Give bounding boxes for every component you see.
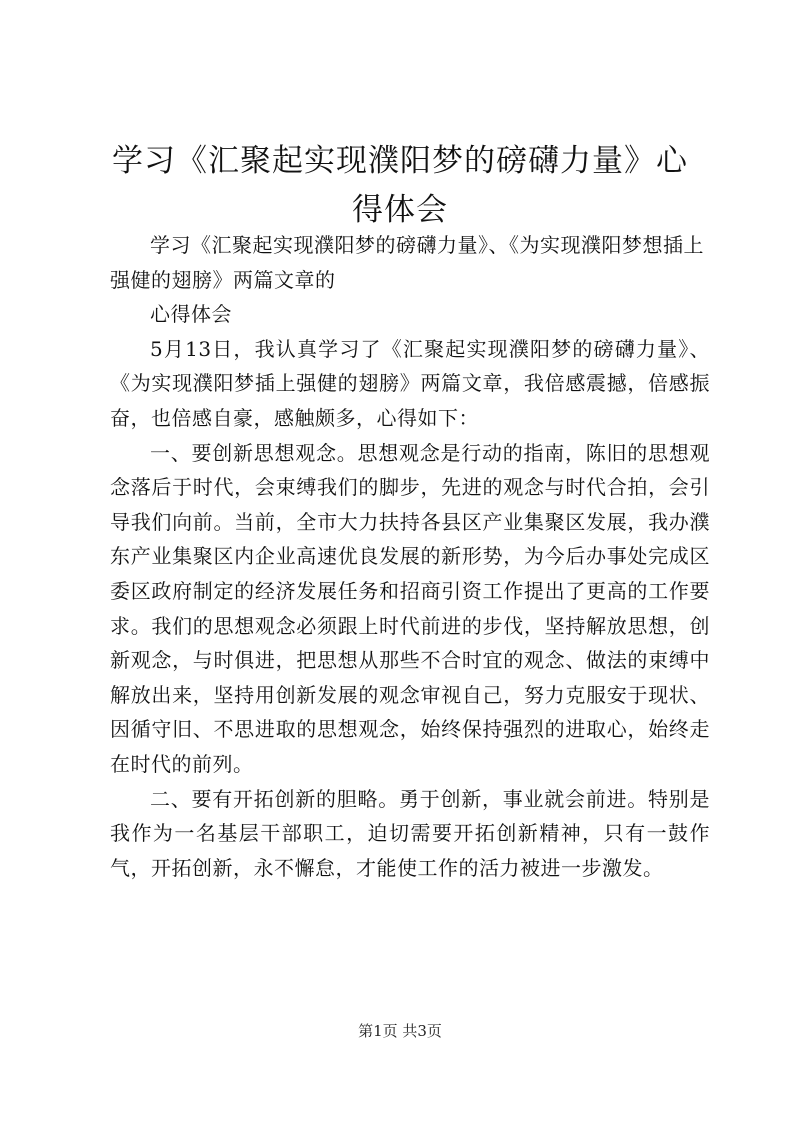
paragraph-heading: 心得体会 <box>150 302 232 327</box>
paragraph-point-one: 一、要创新思想观念。思想观念是行动的指南，陈旧的思想观念落后于时代，会束缚我们的脚步，先进的观念与时代合拍，会引导我们向前。当前，全市大力扶持各县区产业集聚区发展，我办濮东产业集聚区内企业高速优良发展的新形势，为今后办事处完成区委区政府制定的经济发展任务和招商引资工作提出了更高的工作要求。我们的思想观念必须跟上时代前进的步伐，坚持解放思想，创新观念，与时俱进，把思想从那些不合时宜的观念、做法的束缚中解放出来，坚持用创新发展的观念审视自己，努力克服安于现状、因循守旧、不思进取的思想观念，始终保持强烈的进取心，始终走在时代的前列。 <box>110 440 710 776</box>
page-footer: 第1页 共3页 <box>358 1022 442 1040</box>
paragraph-subtitle: 学习《汇聚起实现濮阳梦的磅礴力量》、《为实现濮阳梦想插上强健的翅膀》两篇文章的 <box>110 233 704 292</box>
document-title: 学习《汇聚起实现濮阳梦的磅礴力量》心得体会 <box>112 143 688 228</box>
paragraph-point-two: 二、要有开拓创新的胆略。勇于创新，事业就会前进。特别是我作为一名基层干部职工，迫切需要开拓创新精神，只有一鼓作气，开拓创新，永不懈怠，才能使工作的活力被进一步激发。 <box>110 786 710 880</box>
document-body <box>110 228 710 885</box>
paragraph-intro: 5月13日，我认真学习了《汇聚起实现濮阳梦的磅礴力量》、《为实现濮阳梦插上强健的翅膀》两篇文章，我倍感震撼，倍感振奋，也倍感自豪，感触颇多，心得如下： <box>110 336 710 430</box>
